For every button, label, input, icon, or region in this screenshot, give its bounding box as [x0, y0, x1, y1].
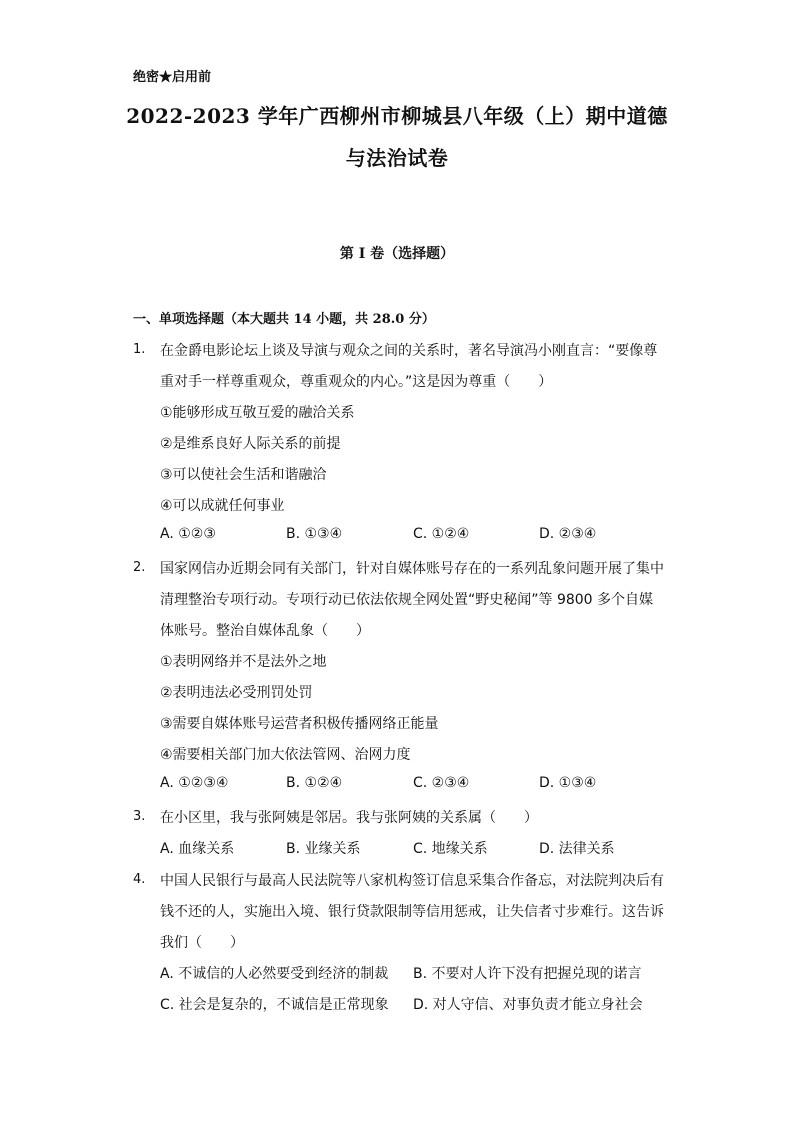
statement-item: ①表明网络并不是法外之地: [160, 654, 327, 670]
question-stem-line: 国家网信办近期会同有关部门，针对自媒体账号存在的一系列乱象问题开展了集中: [160, 561, 664, 577]
question-number: 2.: [133, 560, 146, 575]
question-stem-line: 在金爵电影论坛上谈及导演与观众之间的关系时，著名导演冯小刚直言：“要像尊: [160, 343, 658, 359]
question-stem-line: 重对手一样尊重观众，尊重观众的内心。”这是因为尊重（ ）: [160, 374, 553, 390]
question-stem-line: 我们（ ）: [160, 935, 244, 951]
answer-option: A. ①②③④: [160, 775, 229, 791]
answer-option: D. 对人守信、对事负责才能立身社会: [413, 997, 643, 1013]
answer-option: A. 不诚信的人必然要受到经济的制裁: [160, 966, 389, 982]
statement-item: ④可以成就任何事业: [160, 498, 285, 514]
statement-item: ③需要自媒体账号运营者积极传播网络正能量: [160, 716, 439, 732]
question-stem-line: 钱不还的人，实施出入境、银行贷款限制等信用惩戒，让失信者寸步难行。这告诉: [160, 904, 664, 920]
confidential-mark: 绝密★启用前: [133, 70, 212, 85]
question-stem-line: 体账号。整治自媒体乱象（ ）: [160, 623, 370, 639]
statement-item: ②表明违法必受刑罚处罚: [160, 685, 313, 701]
answer-option: A. ①②③: [160, 526, 216, 542]
statement-item: ①能够形成互敬互爱的融洽关系: [160, 405, 355, 421]
answer-option: D. ①③④: [539, 775, 597, 791]
answer-option: C. ②③④: [413, 775, 470, 791]
part-heading: 一、单项选择题（本大题共 14 小题，共 28.0 分）: [133, 312, 435, 327]
statement-item: ②是维系良好人际关系的前提: [160, 436, 341, 452]
exam-title-line-2: 与法治试卷: [345, 146, 449, 170]
question-stem-line: 中国人民银行与最高人民法院等八家机构签订信息采集合作备忘，对法院判决后有: [160, 873, 664, 889]
answer-option: C. ①②④: [413, 526, 470, 542]
exam-title-line-1: 2022-2023 学年广西柳州市柳城县八年级（上）期中道德: [126, 104, 668, 128]
answer-option: B. 业缘关系: [286, 841, 361, 857]
answer-option: C. 地缘关系: [413, 841, 488, 857]
answer-option: B. ①②④: [286, 775, 343, 791]
answer-option: B. 不要对人许下没有把握兑现的诺言: [413, 966, 642, 982]
question-stem-line: 在小区里，我与张阿姨是邻居。我与张阿姨的关系属（ ）: [160, 810, 538, 826]
statement-item: ③可以使社会生活和谐融洽: [160, 467, 327, 483]
question-stem-line: 清理整治专项行动。专项行动已依法依规全网处置“野史秘闻”等 9800 多个自媒: [160, 592, 654, 608]
answer-option: C. 社会是复杂的，不诚信是正常现象: [160, 997, 389, 1013]
answer-option: B. ①③④: [286, 526, 343, 542]
volume-title: 第 I 卷（选择题）: [339, 246, 455, 262]
statement-item: ④需要相关部门加大依法管网、治网力度: [160, 747, 411, 763]
answer-option: D. ②③④: [539, 526, 597, 542]
answer-option: D. 法律关系: [539, 841, 615, 857]
question-number: 4.: [133, 872, 146, 887]
question-number: 1.: [133, 342, 146, 357]
answer-option: A. 血缘关系: [160, 841, 235, 857]
question-number: 3.: [133, 809, 146, 824]
